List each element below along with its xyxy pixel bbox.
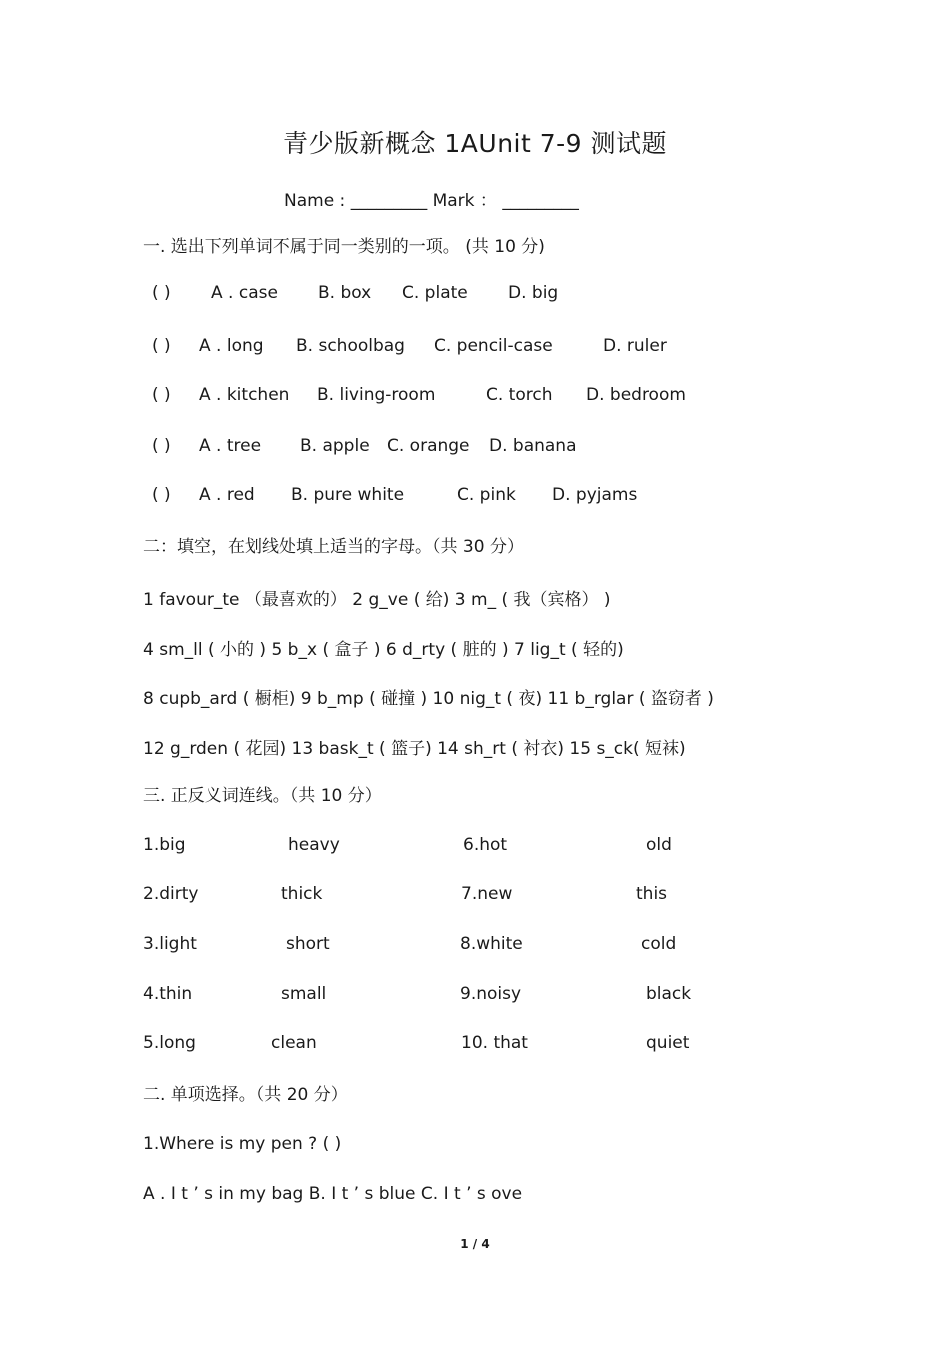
fill-blank-line: 1 favour_te （最喜欢的） 2 g_ve ( 给) 3 m_ ( 我（宾格） ): [143, 590, 611, 610]
match-word: 3.light: [143, 934, 197, 954]
answer-paren: ( ): [152, 436, 171, 456]
fill-blank-line: 12 g_rden ( 花园) 13 bask_t ( 篮子) 14 sh_rt ( 衬衣) 15 s_ck( 短袜): [143, 739, 686, 759]
match-word: short: [286, 934, 330, 954]
option-a: A . kitchen: [199, 385, 290, 405]
option-c: C. plate: [402, 283, 468, 303]
section4-heading: 二. 单项选择。（共 20 分）: [143, 1085, 348, 1105]
answer-paren: ( ): [152, 385, 171, 405]
match-word: 2.dirty: [143, 884, 199, 904]
match-word: 5.long: [143, 1033, 196, 1053]
answer-paren: ( ): [152, 485, 171, 505]
section1-heading: 一. 选出下列单词不属于同一类别的一项。 (共 10 分): [143, 237, 545, 257]
match-word: 4.thin: [143, 984, 193, 1004]
match-word: old: [646, 835, 672, 855]
fill-blank-line: 8 cupb_ard ( 橱柜) 9 b_mp ( 碰撞 ) 10 nig_t ( 夜) 11 b_rglar ( 盗窃者 ): [143, 689, 714, 709]
match-word: 7.new: [461, 884, 513, 904]
match-word: clean: [271, 1033, 317, 1053]
question-1-options: A . I t ’ s in my bag B. I t ’ s blue C. I t ’ s ove: [143, 1184, 523, 1204]
option-b: B. living-room: [317, 385, 436, 405]
option-a: A . case: [211, 283, 278, 303]
option-a: A . long: [199, 336, 264, 356]
option-d: D. big: [508, 283, 559, 303]
match-word: heavy: [288, 835, 340, 855]
match-word: 1.big: [143, 835, 186, 855]
match-word: 10. that: [461, 1033, 528, 1053]
answer-paren: ( ): [152, 336, 171, 356]
option-d: D. bedroom: [586, 385, 686, 405]
option-c: C. pencil-case: [434, 336, 553, 356]
option-c: C. pink: [457, 485, 516, 505]
option-b: B. pure white: [291, 485, 405, 505]
match-word: small: [281, 984, 327, 1004]
fill-blank-line: 4 sm_ll ( 小的 ) 5 b_x ( 盒子 ) 6 d_rty ( 脏的 ) 7 lig_t ( 轻的): [143, 640, 624, 660]
option-d: D. banana: [489, 436, 577, 456]
match-word: 9.noisy: [460, 984, 522, 1004]
page-title: 青少版新概念 1AUnit 7-9 测试题: [282, 129, 668, 158]
section2-heading: 二：填空，在划线处填上适当的字母。（共 30 分）: [143, 537, 524, 557]
option-a: A . red: [199, 485, 255, 505]
name-mark-line: Name : _________ Mark ： _________: [284, 191, 579, 211]
option-d: D. pyjams: [552, 485, 638, 505]
answer-paren: ( ): [152, 283, 171, 303]
match-word: thick: [281, 884, 323, 904]
match-word: black: [646, 984, 692, 1004]
match-word: 8.white: [460, 934, 523, 954]
option-b: B. apple: [300, 436, 370, 456]
option-b: B. schoolbag: [296, 336, 405, 356]
match-word: 6.hot: [463, 835, 508, 855]
section3-heading: 三. 正反义词连线。（共 10 分）: [143, 786, 382, 806]
option-b: B. box: [318, 283, 372, 303]
option-c: C. orange: [387, 436, 470, 456]
question-1: 1.Where is my pen ? ( ): [143, 1134, 342, 1154]
match-word: quiet: [646, 1033, 690, 1053]
option-c: C. torch: [486, 385, 553, 405]
match-word: this: [636, 884, 668, 904]
option-a: A . tree: [199, 436, 262, 456]
match-word: cold: [641, 934, 677, 954]
option-d: D. ruler: [603, 336, 667, 356]
page-number: 1 / 4: [460, 1237, 490, 1251]
